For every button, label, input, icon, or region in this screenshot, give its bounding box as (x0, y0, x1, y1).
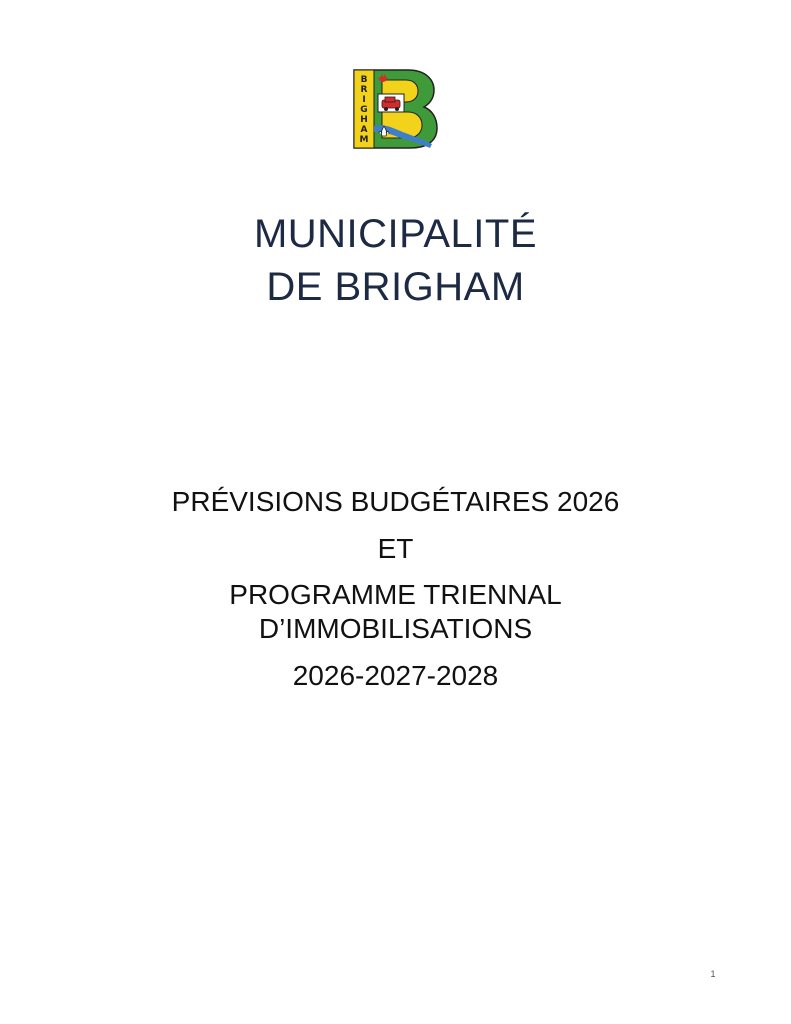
svg-text:A: A (360, 125, 368, 135)
svg-text:G: G (360, 105, 368, 115)
subtitle-years: 2026-2027-2028 (292, 660, 499, 691)
brigham-logo-icon (352, 68, 438, 150)
svg-text:B: B (360, 75, 368, 85)
subtitle-budget-forecast: PRÉVISIONS BUDGÉTAIRES 2026 (171, 486, 620, 517)
title-line-2: DE BRIGHAM (266, 265, 525, 309)
svg-text:I: I (362, 95, 366, 105)
svg-text:M: M (359, 135, 369, 145)
subtitle-triennial-program: PROGRAMME TRIENNAL (229, 579, 562, 610)
title-line-1: MUNICIPALITÉ (253, 212, 538, 256)
subtitle-capital-assets: D’IMMOBILISATIONS (258, 613, 533, 644)
subtitle-conjunction: ET (377, 533, 414, 564)
svg-text:H: H (360, 115, 368, 125)
page-number: 1 (710, 969, 716, 979)
svg-text:R: R (360, 85, 368, 95)
